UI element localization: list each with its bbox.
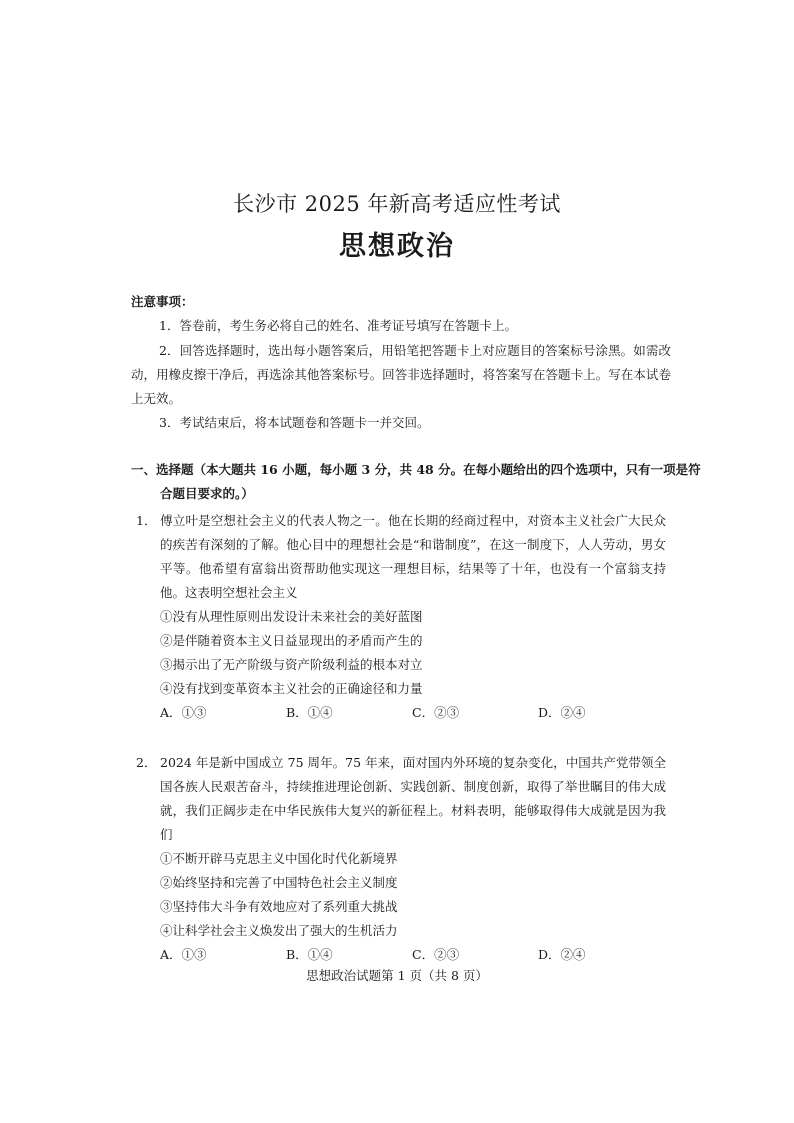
note-item: 1．答卷前，考生务必将自己的姓名、准考证号填写在答题卡上。 xyxy=(159,318,517,333)
statement-option: ①不断开辟马克思主义中国化时代化新境界 xyxy=(160,851,398,866)
choice-b: B．①④ xyxy=(286,705,333,720)
choice-c: C．②③ xyxy=(412,947,460,962)
exam-title: 长沙市 2025 年新高考适应性考试 xyxy=(233,192,561,216)
answer-choices xyxy=(136,943,666,967)
question-text: 2024 年是新中国成立 75 周年。75 年来，面对国内外环境的复杂变化，中国共产党带领全国各族人民艰苦奋斗，持续推进理论创新、实践创新、制度创新，取得了举世瞩目的伟大成就，我们正阔步走在中华民族伟大复兴的新征程上。材料表明，能够取得伟大成就是因为我们 xyxy=(160,755,666,842)
note-item: 2．回答选择题时，选出每小题答案后，用铅笔把答题卡上对应题目的答案标号涂黑。如需改动，用橡皮擦干净后，再选涂其他答案标号。回答非选择题时，将答案写在答题卡上。写在本试卷上无效。 xyxy=(131,343,671,406)
choice-a: A．①③ xyxy=(160,947,207,962)
question-stem xyxy=(136,751,666,847)
question-2 xyxy=(136,751,666,967)
answer-choices xyxy=(136,701,666,725)
statement-option: ②是伴随着资本主义日益显现出的矛盾而产生的 xyxy=(160,633,423,648)
statement-option: ④让科学社会主义焕发出了强大的生机活力 xyxy=(160,923,398,938)
page-footer: 思想政治试题第 1 页（共 8 页） xyxy=(306,968,488,983)
choice-d: D．②④ xyxy=(538,705,586,720)
question-number: 2． xyxy=(136,755,157,770)
statement-option: ②始终坚持和完善了中国特色社会主义制度 xyxy=(160,875,398,890)
question-1 xyxy=(136,509,666,725)
note-item: 3．考试结束后，将本试题卷和答题卡一并交回。 xyxy=(159,415,430,430)
statement-option: ③揭示出了无产阶级与资产阶级利益的根本对立 xyxy=(160,657,423,672)
choice-a: A．①③ xyxy=(160,705,207,720)
subject-title: 思想政治 xyxy=(339,231,455,262)
section-title: 一、选择题（本大题共 16 小题，每小题 3 分，共 48 分。在每小题给出的四个选项中，只有一项是符合题目要求的。） xyxy=(131,462,701,501)
question-stem xyxy=(136,509,666,605)
choice-b: B．①④ xyxy=(286,947,333,962)
question-number: 1． xyxy=(136,513,157,528)
choice-c: C．②③ xyxy=(412,705,460,720)
statement-option: ①没有从理性原则出发设计未来社会的美好蓝图 xyxy=(160,609,423,624)
statement-option: ③坚持伟大斗争有效地应对了系列重大挑战 xyxy=(160,899,398,914)
statement-option: ④没有找到变革资本主义社会的正确途径和力量 xyxy=(160,681,423,696)
question-text: 傅立叶是空想社会主义的代表人物之一。他在长期的经商过程中，对资本主义社会广大民众的疾苦有深刻的了解。他心目中的理想社会是“和谐制度”，在这一制度下，人人劳动，男女平等。他希望有富翁出资帮助他实现这一理想目标，结果等了十年，也没有一个富翁支持他。这表明空想社会主义 xyxy=(160,513,666,600)
notes-heading: 注意事项： xyxy=(131,294,194,309)
choice-d: D．②④ xyxy=(538,947,586,962)
